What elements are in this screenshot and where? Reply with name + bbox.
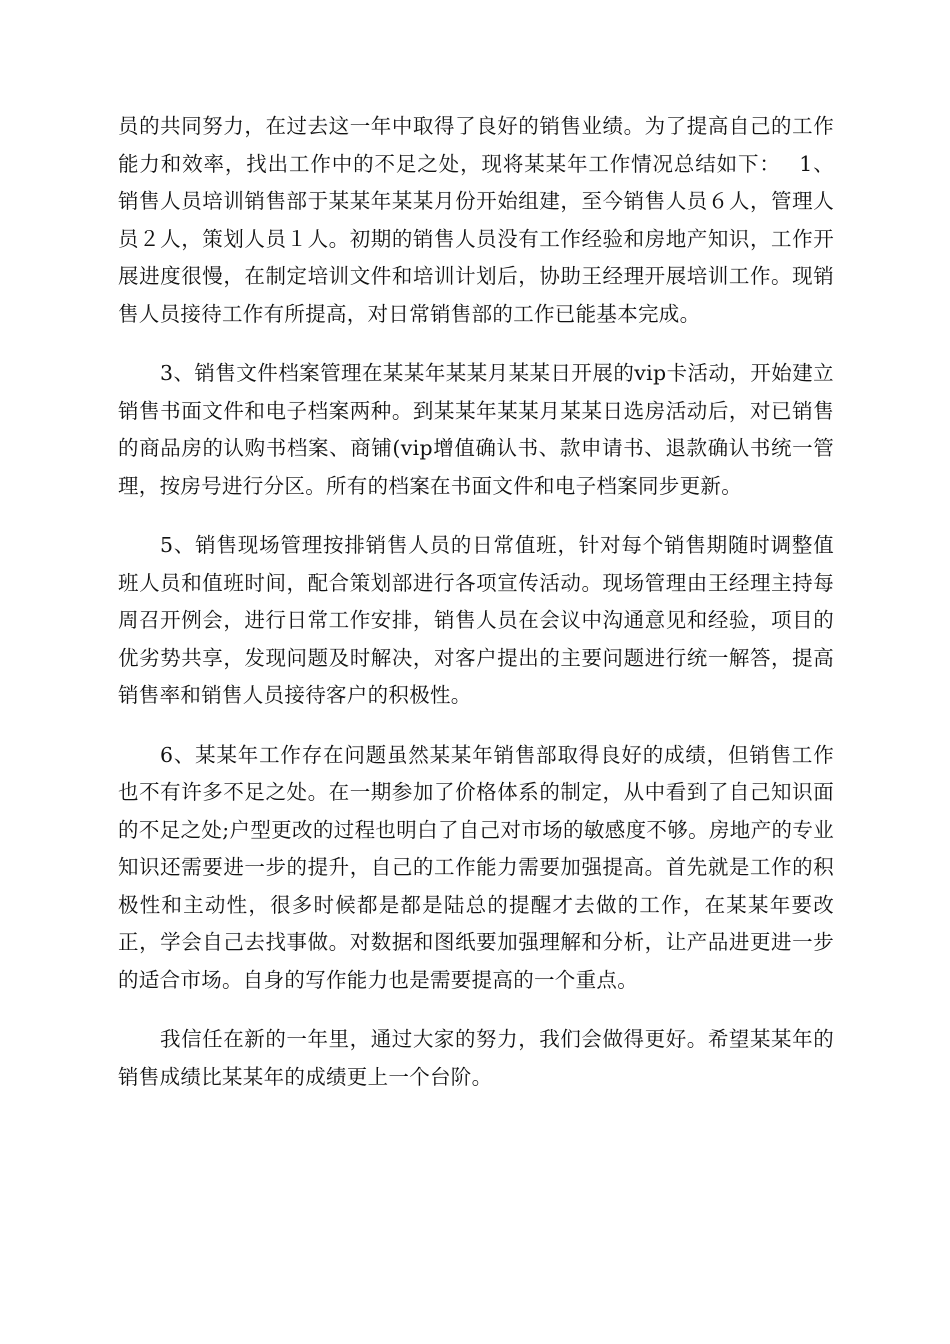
paragraph-closing: 我信任在新的一年里，通过大家的努力，我们会做得更好。希望某某年的销售成绩比某某年的成绩更上一个台阶。 bbox=[118, 1027, 834, 1089]
paragraph-problems: 6、某某年工作存在问题虽然某某年销售部取得良好的成绩，但销售工作也不有许多不足之处。在一期参加了价格体系的制定，从中看到了自己知识面的不足之处;户型更改的过程也明白了自己对市场的敏感度不够。房地产的专业知识还需要进一步的提升，自己的工作能力需要加强提高。首先就是工作的积极性和主动性，很多时候都是都是陆总的提醒才去做的工作，在某某年要改正，学会自己去找事做。对数据和图纸要加强理解和分析，让产品进更进一步的适合市场。自身的写作能力也是需要提高的一个重点。 bbox=[118, 742, 834, 992]
paragraph-site-management: 5、销售现场管理按排销售人员的日常值班，针对每个销售期随时调整值班人员和值班时间，配合策划部进行各项宣传活动。现场管理由王经理主持每周召开例会，进行日常工作安排，销售人员在会议中沟通意见和经验，项目的优劣势共享，发现问题及时解决，对客户提出的主要问题进行统一解答，提高销售率和销售人员接待客户的积极性。 bbox=[118, 533, 834, 707]
paragraph-file-management: 3、销售文件档案管理在某某年某某月某某日开展的vip卡活动，开始建立销售书面文件和电子档案两种。到某某年某某月某某日选房活动后，对已销售的商品房的认购书档案、商铺(vip增值确认书、款申请书、退款确认书统一管理，按房号进行分区。所有的档案在书面文件和电子档案同步更新。 bbox=[118, 361, 834, 498]
document-body bbox=[118, 108, 834, 1118]
paragraph-summary-intro: 员的共同努力，在过去这一年中取得了良好的销售业绩。为了提高自己的工作能力和效率，找出工作中的不足之处，现将某某年工作情况总结如下： 1、销售人员培训销售部于某某年某某月份开始组建，至今销售人员６人，管理人员２人，策划人员１人。初期的销售人员没有工作经验和房地产知识，工作开展进度很慢，在制定培训文件和培训计划后，协助王经理开展培训工作。现销售人员接待工作有所提高，对日常销售部的工作已能基本完成。 bbox=[118, 114, 834, 326]
